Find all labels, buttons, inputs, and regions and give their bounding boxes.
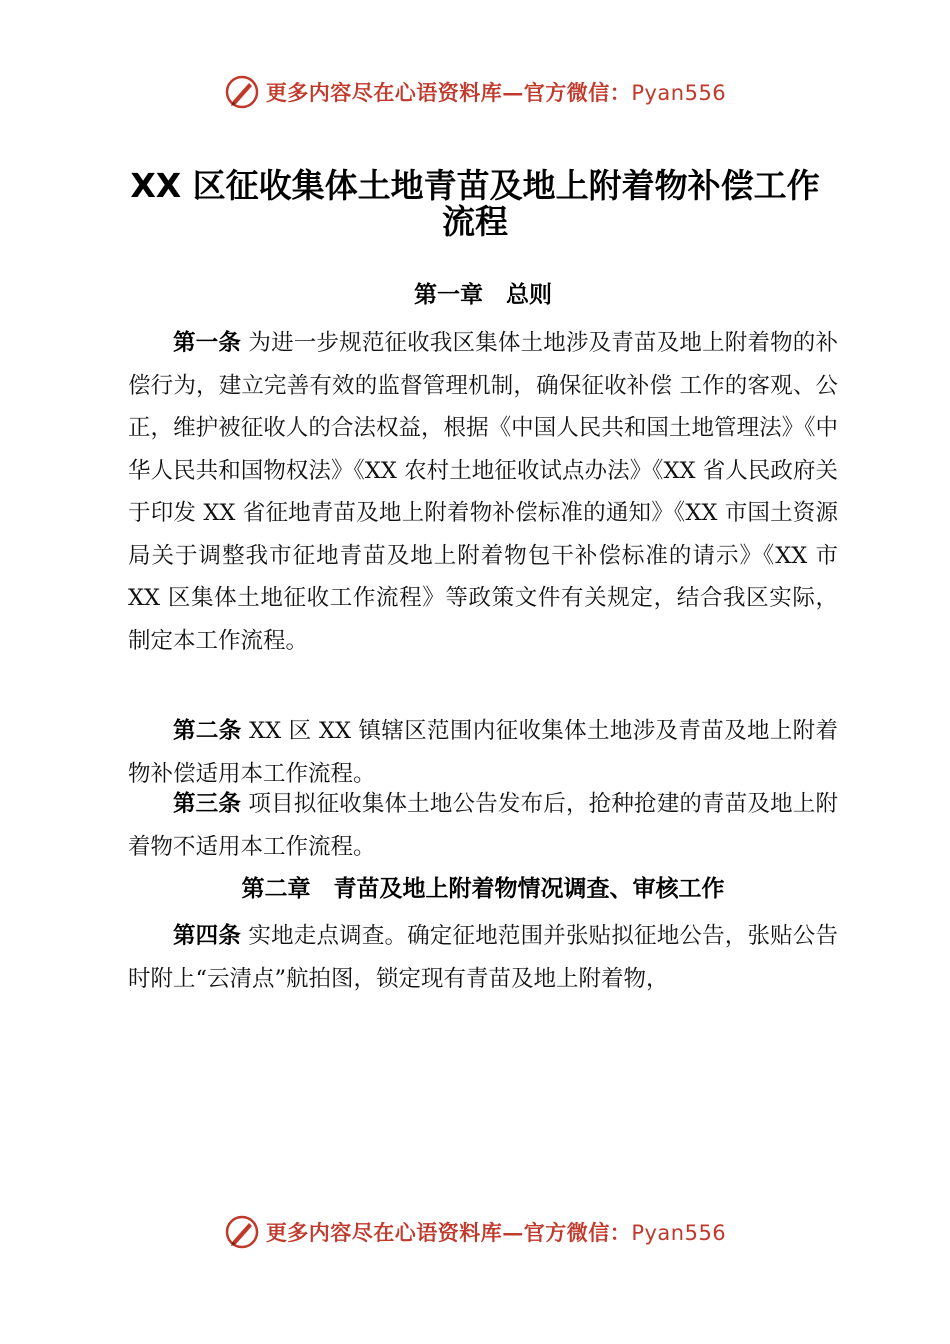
footer-banner <box>0 1212 950 1252</box>
header-banner-text: 更多内容尽在心语资料库—官方微信：Pyan556 <box>265 80 727 105</box>
article-text: 项目拟征收集体土地公告发布后，抢种抢建的青苗及地上附着物不适用本工作流程。 <box>128 791 838 860</box>
article-text: XX 区 XX 镇辖区范围内征收集体土地涉及青苗及地上附着物补偿适用本工作流程。 <box>128 718 838 787</box>
article-3 <box>128 783 838 868</box>
document-title: XX 区征收集体土地青苗及地上附着物补偿工作流程 <box>130 166 820 241</box>
footer-banner-text: 更多内容尽在心语资料库—官方微信：Pyan556 <box>265 1220 727 1245</box>
article-label: 第三条 <box>173 791 242 817</box>
pen-logo-icon <box>224 74 260 110</box>
article-label: 第二条 <box>173 718 242 744</box>
chapter-2-heading: 第二章 青苗及地上附着物情况调查、审核工作 <box>241 876 725 902</box>
chapter-1-heading: 第一章 总则 <box>414 282 552 308</box>
article-label: 第四条 <box>173 923 242 949</box>
article-text: 为进一步规范征收我区集体土地涉及青苗及地上附着物的补偿行为，建立完善有效的监督管理机制，确保征收补偿 工作的客观、公正，维护被征收人的合法权益，根据《中国人民共和国土地管理法》《中华人民共和国物权法》《XX 农村土地征收试点办法》《XX 省人民政府关于印发 XX 省征地青苗及地上附着物补偿标准的通知》《XX 市国土资源局关于调整我市征地青苗及地上附着物包干补偿标准的请示》《XX 市 XX 区集体土地征收工作流程》等政策文件有关规定，结合我区实际，制定本工作流程。 <box>128 330 838 654</box>
article-4 <box>128 915 838 1000</box>
article-1 <box>128 322 838 662</box>
article-label: 第一条 <box>173 330 242 356</box>
pen-logo-icon <box>224 1214 260 1250</box>
article-text: 实地走点调查。确定征地范围并张贴拟征地公告，张贴公告时附上“云清点”航拍图，锁定现有青苗及地上附着物， <box>128 923 838 992</box>
header-banner <box>0 72 950 112</box>
